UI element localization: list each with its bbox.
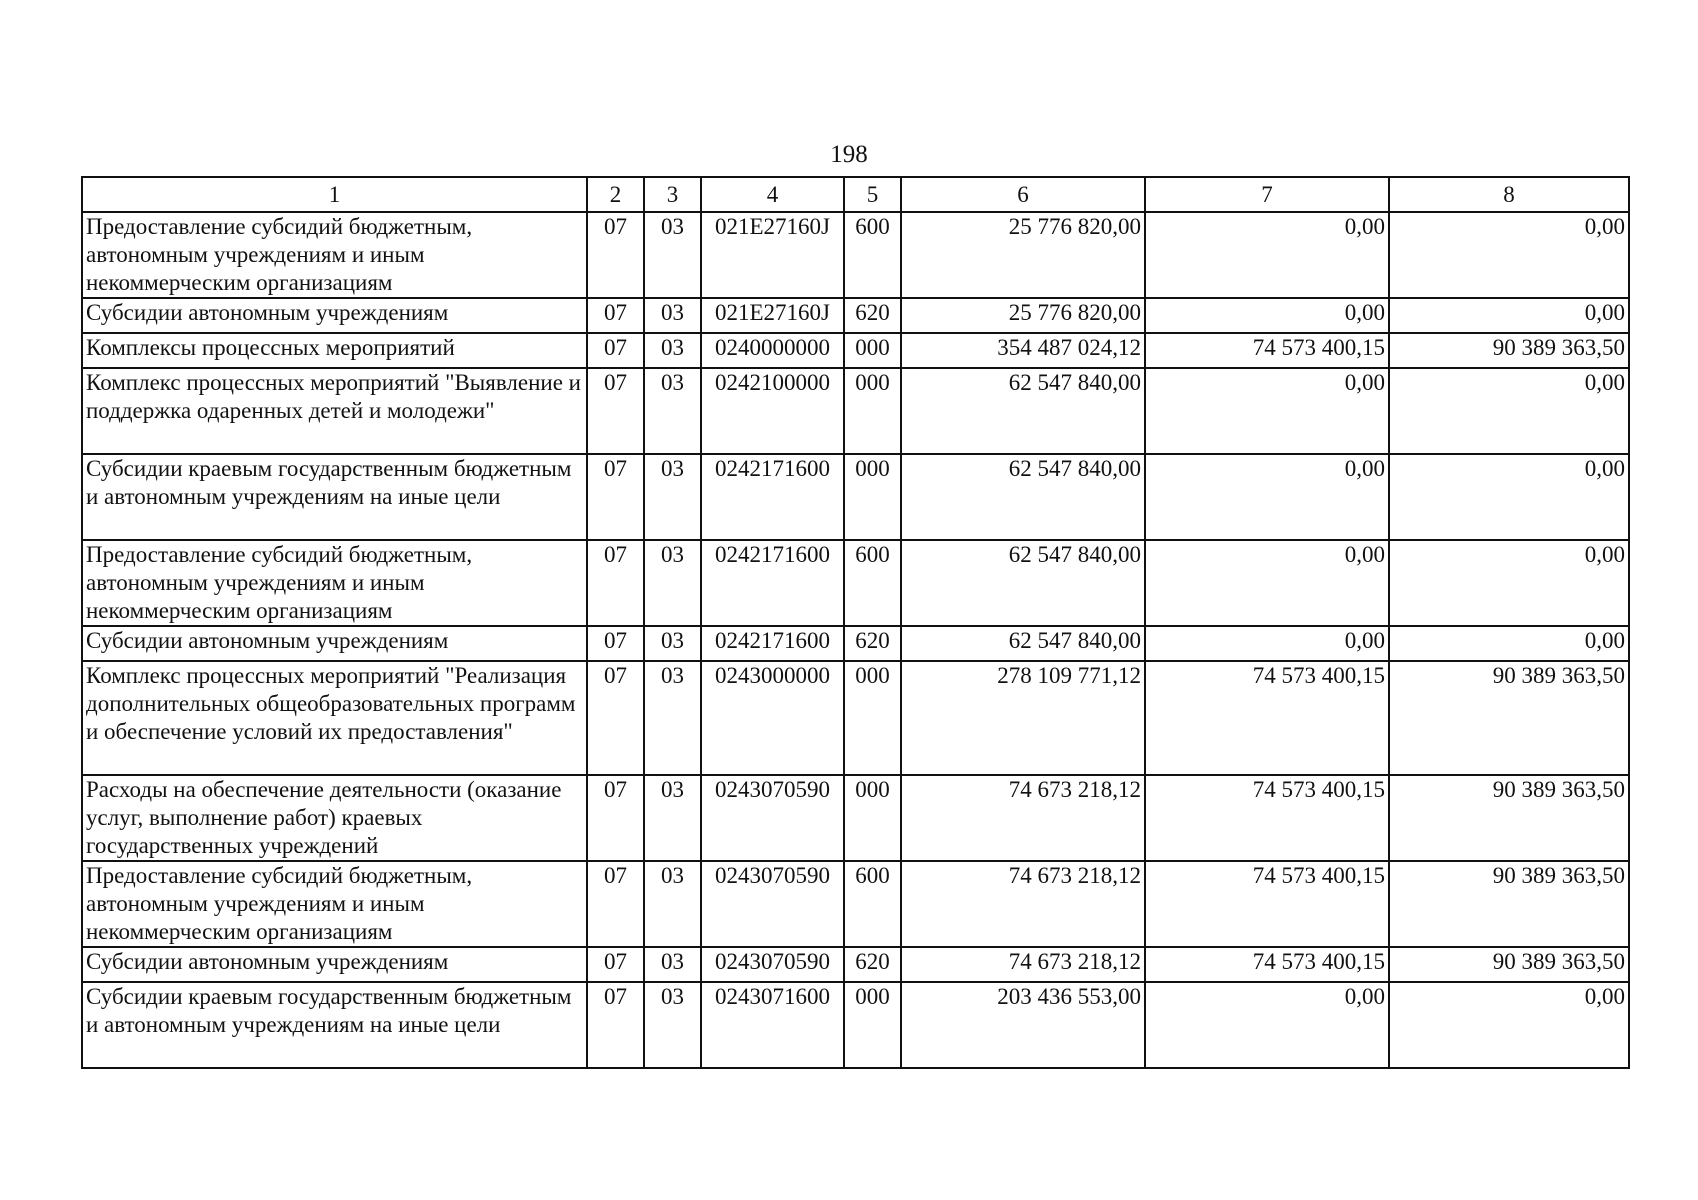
expense-type-code-cell: 000 [844,333,901,368]
target-article-code-cell: 0242171600 [701,626,844,661]
amount-col7-cell: 0,00 [1145,540,1389,626]
column-number-row [82,177,1629,212]
amount-col6-cell: 62 547 840,00 [901,626,1145,661]
section-code-cell: 07 [587,333,644,368]
subsection-code-cell: 03 [644,626,701,661]
amount-col8-cell: 0,00 [1389,626,1629,661]
expense-name-cell: Комплекс процессных мероприятий "Реализация дополнительных общеобразовательных программ и обеспечение условий их предоставления" [82,661,587,775]
section-code-cell: 07 [587,540,644,626]
amount-col8-cell: 90 389 363,50 [1389,661,1629,775]
amount-col8-cell: 90 389 363,50 [1389,861,1629,947]
amount-col6-cell: 62 547 840,00 [901,540,1145,626]
column-header: 7 [1145,177,1389,212]
expense-type-code-cell: 600 [844,861,901,947]
amount-col6-cell: 74 673 218,12 [901,861,1145,947]
budget-table [81,176,1630,1069]
column-header: 1 [82,177,587,212]
target-article-code-cell: 021E27160J [701,212,844,298]
amount-col7-cell: 74 573 400,15 [1145,661,1389,775]
expense-type-code-cell: 000 [844,982,901,1068]
amount-col7-cell: 0,00 [1145,368,1389,454]
expense-type-code-cell: 600 [844,212,901,298]
amount-col7-cell: 0,00 [1145,982,1389,1068]
expense-type-code-cell: 000 [844,454,901,540]
table-row [82,661,1629,775]
target-article-code-cell: 0242100000 [701,368,844,454]
subsection-code-cell: 03 [644,540,701,626]
table-row [82,775,1629,861]
section-code-cell: 07 [587,661,644,775]
amount-col7-cell: 74 573 400,15 [1145,333,1389,368]
table-row [82,298,1629,333]
section-code-cell: 07 [587,368,644,454]
amount-col8-cell: 0,00 [1389,212,1629,298]
amount-col6-cell: 354 487 024,12 [901,333,1145,368]
expense-name-cell: Субсидии автономным учреждениям [82,947,587,982]
target-article-code-cell: 0243071600 [701,982,844,1068]
expense-name-cell: Комплекс процессных мероприятий "Выявление и поддержка одаренных детей и молодежи" [82,368,587,454]
amount-col8-cell: 0,00 [1389,454,1629,540]
amount-col6-cell: 25 776 820,00 [901,298,1145,333]
section-code-cell: 07 [587,947,644,982]
expense-name-cell: Субсидии автономным учреждениям [82,298,587,333]
section-code-cell: 07 [587,982,644,1068]
table-row [82,540,1629,626]
column-header: 6 [901,177,1145,212]
section-code-cell: 07 [587,454,644,540]
amount-col6-cell: 203 436 553,00 [901,982,1145,1068]
table-row [82,212,1629,298]
column-header: 5 [844,177,901,212]
subsection-code-cell: 03 [644,775,701,861]
subsection-code-cell: 03 [644,982,701,1068]
expense-type-code-cell: 000 [844,661,901,775]
expense-type-code-cell: 600 [844,540,901,626]
expense-name-cell: Предоставление субсидий бюджетным, автономным учреждениям и иным некоммерческим организациям [82,861,587,947]
subsection-code-cell: 03 [644,212,701,298]
expense-name-cell: Предоставление субсидий бюджетным, автономным учреждениям и иным некоммерческим организациям [82,540,587,626]
amount-col8-cell: 0,00 [1389,540,1629,626]
table-row [82,333,1629,368]
amount-col6-cell: 25 776 820,00 [901,212,1145,298]
target-article-code-cell: 021E27160J [701,298,844,333]
target-article-code-cell: 0243070590 [701,775,844,861]
table-row [82,626,1629,661]
expense-type-code-cell: 620 [844,947,901,982]
amount-col6-cell: 278 109 771,12 [901,661,1145,775]
amount-col7-cell: 0,00 [1145,626,1389,661]
table-row [82,982,1629,1068]
expense-name-cell: Расходы на обеспечение деятельности (оказание услуг, выполнение работ) краевых государственных учреждений [82,775,587,861]
target-article-code-cell: 0242171600 [701,454,844,540]
amount-col8-cell: 90 389 363,50 [1389,947,1629,982]
section-code-cell: 07 [587,775,644,861]
section-code-cell: 07 [587,861,644,947]
expense-name-cell: Комплексы процессных мероприятий [82,333,587,368]
subsection-code-cell: 03 [644,947,701,982]
page-number: 198 [830,141,868,168]
expense-name-cell: Предоставление субсидий бюджетным, автономным учреждениям и иным некоммерческим организациям [82,212,587,298]
target-article-code-cell: 0242171600 [701,540,844,626]
table-row [82,861,1629,947]
table-row [82,368,1629,454]
section-code-cell: 07 [587,298,644,333]
subsection-code-cell: 03 [644,298,701,333]
amount-col7-cell: 74 573 400,15 [1145,775,1389,861]
expense-name-cell: Субсидии автономным учреждениям [82,626,587,661]
amount-col6-cell: 62 547 840,00 [901,454,1145,540]
column-header: 8 [1389,177,1629,212]
table-row [82,454,1629,540]
column-header: 4 [701,177,844,212]
amount-col8-cell: 0,00 [1389,368,1629,454]
expense-name-cell: Субсидии краевым государственным бюджетным и автономным учреждениям на иные цели [82,454,587,540]
amount-col7-cell: 74 573 400,15 [1145,947,1389,982]
amount-col7-cell: 0,00 [1145,454,1389,540]
amount-col7-cell: 0,00 [1145,212,1389,298]
target-article-code-cell: 0243070590 [701,861,844,947]
amount-col8-cell: 0,00 [1389,298,1629,333]
target-article-code-cell: 0243070590 [701,947,844,982]
expense-type-code-cell: 620 [844,298,901,333]
section-code-cell: 07 [587,626,644,661]
subsection-code-cell: 03 [644,368,701,454]
amount-col6-cell: 74 673 218,12 [901,947,1145,982]
amount-col8-cell: 0,00 [1389,982,1629,1068]
column-header: 3 [644,177,701,212]
amount-col8-cell: 90 389 363,50 [1389,775,1629,861]
table-body [82,212,1629,1068]
expense-type-code-cell: 000 [844,368,901,454]
subsection-code-cell: 03 [644,661,701,775]
subsection-code-cell: 03 [644,861,701,947]
expense-type-code-cell: 620 [844,626,901,661]
target-article-code-cell: 0243000000 [701,661,844,775]
subsection-code-cell: 03 [644,333,701,368]
amount-col8-cell: 90 389 363,50 [1389,333,1629,368]
table-row [82,947,1629,982]
amount-col6-cell: 62 547 840,00 [901,368,1145,454]
amount-col7-cell: 0,00 [1145,298,1389,333]
amount-col7-cell: 74 573 400,15 [1145,861,1389,947]
section-code-cell: 07 [587,212,644,298]
subsection-code-cell: 03 [644,454,701,540]
expense-type-code-cell: 000 [844,775,901,861]
target-article-code-cell: 0240000000 [701,333,844,368]
expense-name-cell: Субсидии краевым государственным бюджетным и автономным учреждениям на иные цели [82,982,587,1068]
amount-col6-cell: 74 673 218,12 [901,775,1145,861]
column-header: 2 [587,177,644,212]
